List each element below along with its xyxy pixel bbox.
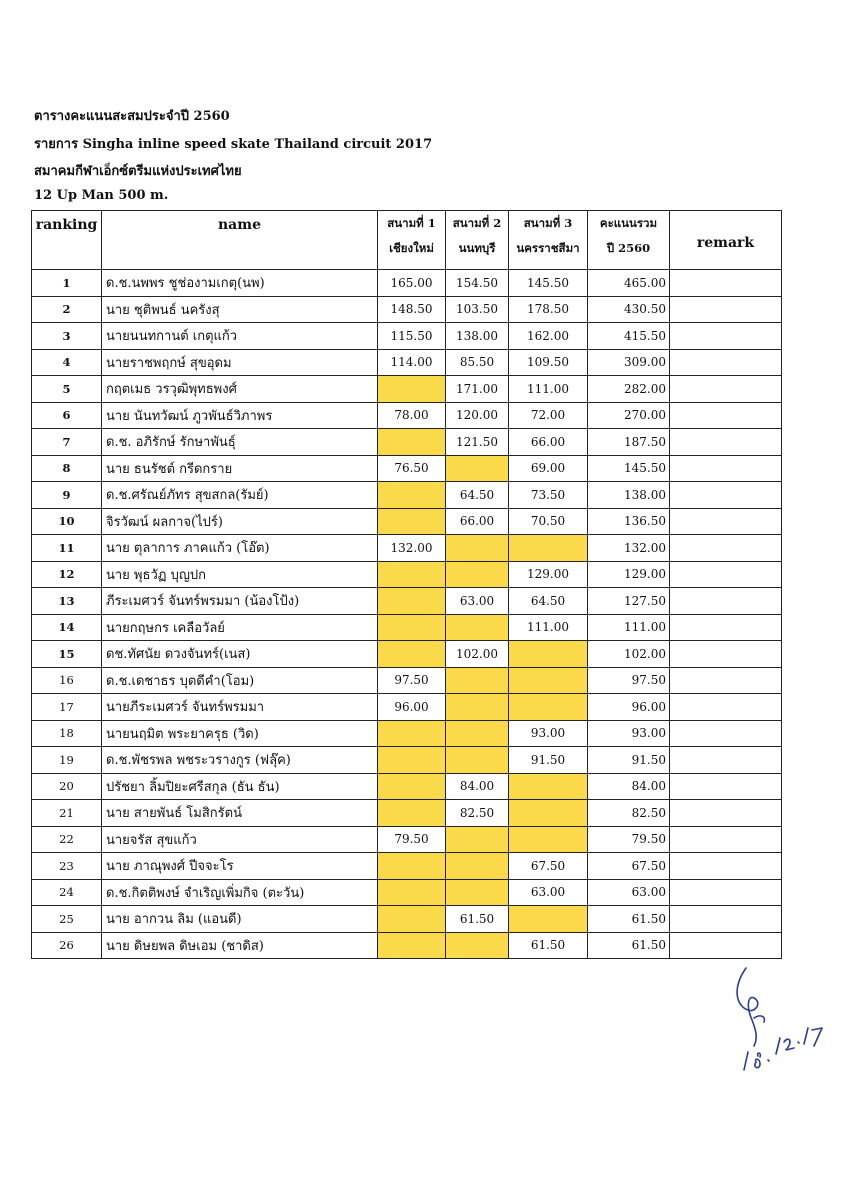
handwritten-signature (722, 958, 832, 1078)
total-score-cell: 97.50 (588, 667, 670, 694)
stage3-score-cell (509, 694, 588, 721)
stage2-score-cell (446, 535, 509, 562)
total-score-cell: 187.50 (588, 429, 670, 456)
stage3-score-cell: 109.50 (509, 349, 588, 376)
stage2-score-cell (446, 826, 509, 853)
stage1-score-cell: 96.00 (378, 694, 446, 721)
stage2-score-cell (446, 455, 509, 482)
stage1-score-cell (378, 879, 446, 906)
stage1-score-cell: 78.00 (378, 402, 446, 429)
rank-cell: 5 (32, 376, 102, 403)
table-row (32, 720, 782, 747)
name-cell: นาย ดิษยพล ดิษเอม (ชาดิส) (102, 932, 378, 959)
stage2-score-cell (446, 667, 509, 694)
stage2-city: นนทบุรี (458, 241, 496, 255)
remark-cell (670, 879, 782, 906)
stage2-score-cell: 138.00 (446, 323, 509, 350)
stage2-score-cell (446, 561, 509, 588)
remark-cell (670, 296, 782, 323)
table-row (32, 376, 782, 403)
rank-cell: 14 (32, 614, 102, 641)
stage1-score-cell (378, 800, 446, 827)
name-cell: นาย พุธวัฏ บุญปก (102, 561, 378, 588)
total-score-cell: 79.50 (588, 826, 670, 853)
name-cell: นาย อากวน ลิม (แอนดี) (102, 906, 378, 933)
stage2-title: สนามที่ 2 (452, 216, 502, 230)
rank-cell: 15 (32, 641, 102, 668)
table-row (32, 323, 782, 350)
total-score-cell: 91.50 (588, 747, 670, 774)
stage1-score-cell: 97.50 (378, 667, 446, 694)
stage1-score-cell (378, 561, 446, 588)
remark-cell (670, 747, 782, 774)
total-score-cell: 129.00 (588, 561, 670, 588)
rank-cell: 12 (32, 561, 102, 588)
stage3-score-cell: 72.00 (509, 402, 588, 429)
stage3-score-cell (509, 535, 588, 562)
name-cell: ด.ช.พัชรพล พชระวรางกูร (ฟลุ๊ค) (102, 747, 378, 774)
rank-cell: 13 (32, 588, 102, 615)
score-table (31, 210, 782, 959)
stage1-score-cell (378, 720, 446, 747)
stage3-score-cell (509, 641, 588, 668)
total-score-cell: 132.00 (588, 535, 670, 562)
name-cell: นายราชพฤกษ์ สุขอุดม (102, 349, 378, 376)
stage2-score-cell: 84.00 (446, 773, 509, 800)
stage3-score-cell: 111.00 (509, 614, 588, 641)
score-table-header (32, 211, 782, 270)
stage1-score-cell (378, 508, 446, 535)
name-cell: ด.ช.ศรัณย์ภัทร สุขสกล(รัมย์) (102, 482, 378, 509)
stage3-title: สนามที่ 3 (523, 216, 573, 230)
association-name: สมาคมกีฬาเอ็กซ์ตรีมแห่งประเทศไทย (34, 164, 242, 179)
name-cell: นาย ภาณุพงศ์ ปีจจะโร (102, 853, 378, 880)
total-score-cell: 270.00 (588, 402, 670, 429)
stage3-score-cell (509, 773, 588, 800)
remark-cell (670, 932, 782, 959)
stage3-score-cell (509, 800, 588, 827)
stage2-score-cell (446, 720, 509, 747)
rank-cell: 24 (32, 879, 102, 906)
remark-cell (670, 694, 782, 721)
table-row (32, 614, 782, 641)
table-row (32, 535, 782, 562)
total-score-cell: 145.50 (588, 455, 670, 482)
stage3-score-cell: 61.50 (509, 932, 588, 959)
stage1-score-cell: 132.00 (378, 535, 446, 562)
rank-cell: 16 (32, 667, 102, 694)
rank-cell: 1 (32, 270, 102, 297)
stage2-score-cell: 63.00 (446, 588, 509, 615)
table-row (32, 270, 782, 297)
remark-cell (670, 614, 782, 641)
total-header (588, 211, 670, 270)
stage1-score-cell: 115.50 (378, 323, 446, 350)
rank-cell: 23 (32, 853, 102, 880)
rank-cell: 26 (32, 932, 102, 959)
name-cell: ด.ช.นพพร ชูช่องามเกตุ(นพ) (102, 270, 378, 297)
stage1-header (378, 211, 446, 270)
table-row (32, 853, 782, 880)
total-score-cell: 67.50 (588, 853, 670, 880)
remark-cell (670, 720, 782, 747)
table-row (32, 932, 782, 959)
stage2-score-cell: 103.50 (446, 296, 509, 323)
name-cell: นายจรัส สุขแก้ว (102, 826, 378, 853)
stage1-score-cell: 165.00 (378, 270, 446, 297)
total-score-cell: 63.00 (588, 879, 670, 906)
stage1-score-cell (378, 932, 446, 959)
rank-cell: 25 (32, 906, 102, 933)
stage2-score-cell: 64.50 (446, 482, 509, 509)
table-row (32, 588, 782, 615)
table-row (32, 296, 782, 323)
ranking-header: ranking (32, 211, 102, 270)
total-year: ปี 2560 (606, 241, 651, 255)
remark-cell (670, 800, 782, 827)
stage2-score-cell: 82.50 (446, 800, 509, 827)
remark-cell (670, 561, 782, 588)
name-cell: ด.ช.เดชาธร บุตดีคำ(โอม) (102, 667, 378, 694)
rank-cell: 4 (32, 349, 102, 376)
stage2-score-cell (446, 932, 509, 959)
name-cell: ปรัชยา ลิ้มปิยะศรีสกุล (ธัน ธัน) (102, 773, 378, 800)
stage1-score-cell (378, 853, 446, 880)
stage3-score-cell: 63.00 (509, 879, 588, 906)
stage3-score-cell: 129.00 (509, 561, 588, 588)
category-name: 12 Up Man 500 m. (34, 188, 169, 203)
table-row (32, 826, 782, 853)
stage3-score-cell (509, 826, 588, 853)
rank-cell: 10 (32, 508, 102, 535)
stage3-header (509, 211, 588, 270)
stage3-score-cell: 91.50 (509, 747, 588, 774)
stage3-score-cell: 73.50 (509, 482, 588, 509)
remark-cell (670, 906, 782, 933)
stage1-score-cell (378, 747, 446, 774)
rank-cell: 11 (32, 535, 102, 562)
stage2-score-cell (446, 853, 509, 880)
name-cell: กฤตเมธ วรวุฒิพุทธพงศ์ (102, 376, 378, 403)
stage3-score-cell (509, 906, 588, 933)
event-name: รายการ Singha inline speed skate Thailand circuit 2017 (34, 137, 433, 152)
total-score-cell: 309.00 (588, 349, 670, 376)
stage3-score-cell (509, 667, 588, 694)
stage2-score-cell: 85.50 (446, 349, 509, 376)
stage3-score-cell: 70.50 (509, 508, 588, 535)
remark-cell (670, 667, 782, 694)
remark-cell (670, 482, 782, 509)
table-row (32, 906, 782, 933)
total-score-cell: 102.00 (588, 641, 670, 668)
rank-cell: 2 (32, 296, 102, 323)
stage1-city: เชียงใหม่ (389, 241, 434, 255)
name-cell: นายนนทกานต์ เกตุแก้ว (102, 323, 378, 350)
remark-cell (670, 853, 782, 880)
stage3-score-cell: 93.00 (509, 720, 588, 747)
stage2-score-cell: 102.00 (446, 641, 509, 668)
stage1-score-cell (378, 588, 446, 615)
remark-cell (670, 323, 782, 350)
rank-cell: 3 (32, 323, 102, 350)
stage2-score-cell: 61.50 (446, 906, 509, 933)
table-row (32, 800, 782, 827)
stage2-score-cell: 171.00 (446, 376, 509, 403)
stage1-score-cell (378, 906, 446, 933)
table-row (32, 349, 782, 376)
remark-cell (670, 641, 782, 668)
name-cell: นายนฤมิต พระยาครุธ (วิด) (102, 720, 378, 747)
remark-cell (670, 402, 782, 429)
name-cell: นายภีระเมศวร์ จันทร์พรมมา (102, 694, 378, 721)
stage2-score-cell (446, 694, 509, 721)
stage1-score-cell (378, 429, 446, 456)
stage1-score-cell (378, 641, 446, 668)
name-cell: จิรวัฒน์ ผลกาจ(ไปร์) (102, 508, 378, 535)
total-score-cell: 136.50 (588, 508, 670, 535)
stage3-score-cell: 69.00 (509, 455, 588, 482)
score-table-body (32, 270, 782, 959)
name-cell: นาย ธนรัชต์ กรีดกราย (102, 455, 378, 482)
rank-cell: 17 (32, 694, 102, 721)
total-score-cell: 127.50 (588, 588, 670, 615)
remark-header (670, 211, 782, 270)
rank-cell: 7 (32, 429, 102, 456)
rank-cell: 8 (32, 455, 102, 482)
stage1-score-cell: 79.50 (378, 826, 446, 853)
stage3-score-cell: 66.00 (509, 429, 588, 456)
total-score-cell: 465.00 (588, 270, 670, 297)
stage1-score-cell (378, 482, 446, 509)
name-cell: ด.ช.กิตติพงษ์ จำเริญเพิ่มกิจ (ตะวัน) (102, 879, 378, 906)
name-cell: นายกฤษกร เคลือวัลย์ (102, 614, 378, 641)
stage1-title: สนามที่ 1 (387, 216, 436, 230)
rank-cell: 9 (32, 482, 102, 509)
total-score-cell: 93.00 (588, 720, 670, 747)
rank-cell: 22 (32, 826, 102, 853)
rank-cell: 21 (32, 800, 102, 827)
stage3-score-cell: 64.50 (509, 588, 588, 615)
document-title: ตารางคะแนนสะสมประจำปี 2560 (34, 109, 230, 124)
remark-cell (670, 429, 782, 456)
table-row (32, 455, 782, 482)
stage1-score-cell: 148.50 (378, 296, 446, 323)
stage2-score-cell (446, 614, 509, 641)
stage2-score-cell (446, 879, 509, 906)
remark-cell (670, 826, 782, 853)
total-score-cell: 415.50 (588, 323, 670, 350)
rank-cell: 18 (32, 720, 102, 747)
total-score-cell: 61.50 (588, 932, 670, 959)
name-cell: นาย ชุติพนธ์ นครังสุ (102, 296, 378, 323)
stage1-score-cell (378, 376, 446, 403)
stage3-score-cell: 67.50 (509, 853, 588, 880)
remark-cell (670, 376, 782, 403)
name-header: name (102, 211, 378, 270)
stage1-score-cell (378, 773, 446, 800)
table-row (32, 747, 782, 774)
total-title: คะแนนรวม (599, 216, 658, 230)
table-row (32, 508, 782, 535)
remark-cell (670, 588, 782, 615)
rank-cell: 20 (32, 773, 102, 800)
total-score-cell: 282.00 (588, 376, 670, 403)
stage2-score-cell: 154.50 (446, 270, 509, 297)
name-cell: ดช.ทัศนัย ดวงจันทร์(เนส) (102, 641, 378, 668)
remark-cell (670, 535, 782, 562)
table-row (32, 773, 782, 800)
table-row (32, 561, 782, 588)
rank-cell: 19 (32, 747, 102, 774)
stage1-score-cell: 114.00 (378, 349, 446, 376)
stage3-score-cell: 178.50 (509, 296, 588, 323)
remark-cell (670, 773, 782, 800)
remark-header-label: remark (696, 235, 755, 251)
total-score-cell: 96.00 (588, 694, 670, 721)
total-score-cell: 84.00 (588, 773, 670, 800)
stage3-score-cell: 111.00 (509, 376, 588, 403)
stage3-score-cell: 145.50 (509, 270, 588, 297)
stage2-score-cell: 120.00 (446, 402, 509, 429)
stage2-header (446, 211, 509, 270)
remark-cell (670, 508, 782, 535)
total-score-cell: 430.50 (588, 296, 670, 323)
rank-cell: 6 (32, 402, 102, 429)
table-row (32, 402, 782, 429)
remark-cell (670, 349, 782, 376)
stage2-score-cell: 66.00 (446, 508, 509, 535)
table-row (32, 429, 782, 456)
name-cell: นาย นันทวัฒน์ ภูวพันธ์วิภาพร (102, 402, 378, 429)
stage3-score-cell: 162.00 (509, 323, 588, 350)
stage2-score-cell (446, 747, 509, 774)
table-row (32, 694, 782, 721)
table-row (32, 879, 782, 906)
stage1-score-cell: 76.50 (378, 455, 446, 482)
name-cell: นาย สายพันธ์ โมสิกรัตน์ (102, 800, 378, 827)
name-cell: นาย ตุลาการ ภาคแก้ว (โอ๊ต) (102, 535, 378, 562)
stage2-score-cell: 121.50 (446, 429, 509, 456)
name-cell: ภีระเมศวร์ จันทร์พรมมา (น้องโป้ง) (102, 588, 378, 615)
name-cell: ด.ช. อภิรักษ์ รักษาพันธุ์ (102, 429, 378, 456)
remark-cell (670, 270, 782, 297)
table-row (32, 667, 782, 694)
stage1-score-cell (378, 614, 446, 641)
table-row (32, 641, 782, 668)
remark-cell (670, 455, 782, 482)
total-score-cell: 138.00 (588, 482, 670, 509)
total-score-cell: 82.50 (588, 800, 670, 827)
table-row (32, 482, 782, 509)
total-score-cell: 61.50 (588, 906, 670, 933)
total-score-cell: 111.00 (588, 614, 670, 641)
stage3-city: นครราชสีมา (516, 241, 580, 255)
